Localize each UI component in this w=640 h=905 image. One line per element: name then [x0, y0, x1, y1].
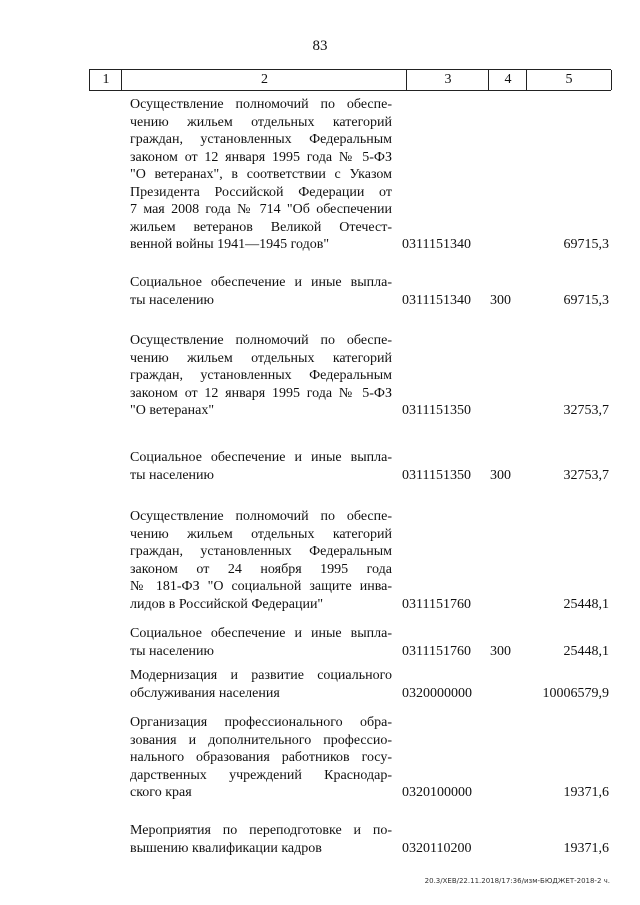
row-description-line: венной войны 1941—1945 годов": [130, 237, 330, 252]
row-description-line: Президента Российской Федерации от: [130, 184, 392, 200]
row-description-line: ского края: [130, 785, 192, 800]
row-expense-type: 300: [490, 643, 511, 659]
row-code: 0320100000: [402, 785, 472, 800]
row-code: 0320110200: [402, 840, 472, 856]
row-description-line: чению жильем отдельных категорий: [130, 526, 392, 542]
row-description-line: чению жильем отдельных категорий: [130, 114, 392, 130]
row-description-line: № 181-ФЗ "О социальной защите инва-: [130, 579, 392, 594]
row-description-line: "О ветеранах", в соответствии с Указом: [130, 167, 392, 182]
row-description-line: законом от 12 января 1995 года № 5-ФЗ: [130, 149, 392, 165]
row-description-line: Организация профессионального обра-: [130, 715, 392, 730]
row-expense-type: 300: [490, 467, 511, 483]
row-description-line: граждан, установленных Федеральным: [130, 368, 392, 383]
table-header: [89, 69, 611, 91]
row-code: 0311151760: [402, 643, 471, 659]
row-amount: 25448,1: [563, 596, 609, 612]
row-description: [130, 822, 392, 857]
header-col-5: 5: [526, 70, 612, 90]
row-description: [130, 274, 392, 309]
row-code: 0311151350: [402, 403, 471, 418]
row-code: 0311151350: [402, 467, 471, 483]
row-amount: 32753,7: [563, 403, 609, 418]
footer-stamp: 20.3/XEB/22.11.2018/17:36/изм-БЮДЖЕТ-2018-2 ч.: [424, 877, 610, 885]
row-description-line: жильем ветеранов Великой Отечест-: [130, 219, 392, 235]
row-amount: 10006579,9: [542, 685, 609, 701]
row-description-line: "О ветеранах": [130, 403, 215, 418]
row-description: [130, 449, 392, 484]
page-number: 83: [312, 38, 328, 54]
row-amount: 19371,6: [563, 785, 609, 800]
row-description-line: нального образования работников госу-: [130, 750, 392, 765]
header-col-2: 2: [121, 70, 407, 90]
row-description-line: Социальное обеспечение и иные выпла-: [130, 626, 392, 641]
row-description-line: граждан, установленных Федеральным: [130, 544, 392, 559]
row-description: [130, 96, 392, 254]
row-description-line: законом от 12 января 1995 года № 5-ФЗ: [130, 385, 392, 401]
header-col-1: 1: [89, 70, 122, 90]
header-col-4: 4: [488, 70, 527, 90]
row-description-line: ты населению: [130, 467, 214, 483]
row-description-line: Осуществление полномочий по обеспе-: [130, 97, 392, 112]
row-description: [130, 508, 392, 613]
row-description-line: ты населению: [130, 292, 214, 308]
row-description-line: обслуживания населения: [130, 685, 280, 701]
row-code: 0311151340: [402, 237, 471, 252]
row-description: [130, 332, 392, 420]
row-description-line: Модернизация и развитие социального: [130, 668, 392, 683]
row-amount: 69715,3: [563, 237, 609, 252]
row-expense-type: 300: [490, 292, 511, 308]
row-code: 0320000000: [402, 685, 472, 701]
row-code: 0311151760: [402, 596, 471, 612]
row-amount: 32753,7: [563, 467, 609, 483]
row-description-line: Социальное обеспечение и иные выпла-: [130, 275, 392, 290]
row-description-line: зования и дополнительного профессио-: [130, 732, 392, 748]
row-description-line: дарственных учреждений Краснодар-: [130, 767, 392, 783]
row-code: 0311151340: [402, 292, 471, 308]
row-description: [130, 714, 392, 802]
row-amount: 25448,1: [563, 643, 609, 659]
row-description-line: Осуществление полномочий по обеспе-: [130, 509, 392, 524]
row-description-line: лидов в Российской Федерации": [130, 596, 324, 612]
row-description-line: вышению квалификации кадров: [130, 840, 322, 856]
row-description-line: Мероприятия по переподготовке и по-: [130, 823, 392, 838]
row-amount: 69715,3: [563, 292, 609, 308]
row-description-line: Осуществление полномочий по обеспе-: [130, 333, 392, 348]
row-description-line: законом от 24 ноября 1995 года: [130, 561, 392, 577]
row-description: [130, 625, 392, 660]
row-description: [130, 667, 392, 702]
row-description-line: 7 мая 2008 года № 714 "Об обеспечении: [130, 202, 392, 217]
row-description-line: граждан, установленных Федеральным: [130, 132, 392, 147]
row-description-line: Социальное обеспечение и иные выпла-: [130, 450, 392, 465]
row-amount: 19371,6: [563, 840, 609, 856]
row-description-line: чению жильем отдельных категорий: [130, 350, 392, 366]
header-col-3: 3: [406, 70, 489, 90]
row-description-line: ты населению: [130, 643, 214, 659]
